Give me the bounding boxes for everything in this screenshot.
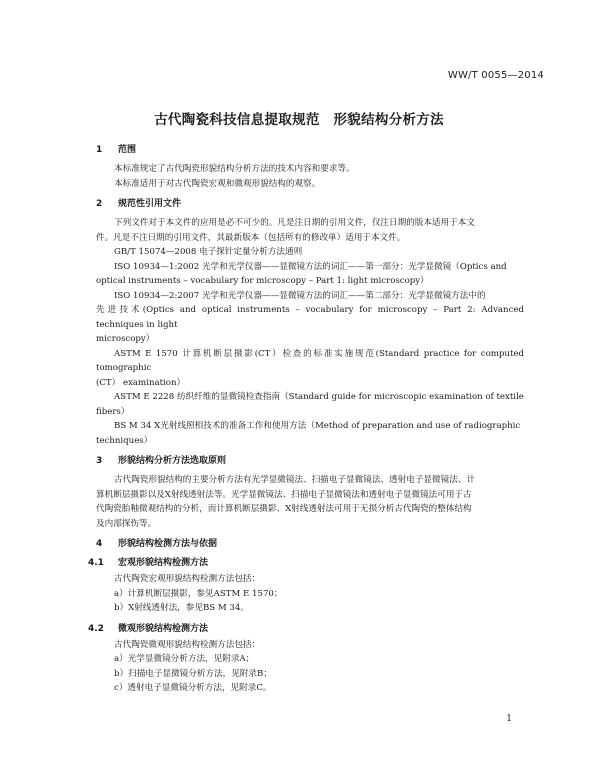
paragraph: 古代陶瓷宏观形貌结构检测方法包括： xyxy=(114,574,261,584)
subsection-4-2-heading xyxy=(88,622,524,636)
paragraph-cont: 代陶瓷胎釉微观结构的分析，而计算机断层摄影、X射线透射法可用于无损分析古代陶瓷的整体结构 xyxy=(96,504,472,514)
section-title: 形貌结构检测方法与依据 xyxy=(118,539,218,549)
paragraph-cont: 件。凡是不注日期的引用文件，其最新版本（包括所有的修改单）适用于本文件。 xyxy=(96,232,406,243)
section-2-heading xyxy=(96,197,524,211)
reference-item-cont: microscopy） xyxy=(96,334,155,344)
section-title: 范围 xyxy=(118,145,137,155)
section-1-body xyxy=(96,162,524,191)
section-1-heading xyxy=(96,143,524,157)
list-item: b）扫描电子显微镜分析方法，见附录B； xyxy=(114,668,272,679)
document-body xyxy=(88,143,524,702)
section-title: 形貌结构分析方法选取原则 xyxy=(118,456,227,466)
reference-item-cont: techniques） xyxy=(96,435,153,446)
subsection-4-1-body xyxy=(96,572,524,616)
subsection-number: 4.2 xyxy=(88,623,104,634)
reference-item-cont: optical instruments – vocabulary for microscopy – Part 1: light microscopy） xyxy=(96,276,429,286)
paragraph: 下列文件对于本文件的应用是必不可少的。凡是注日期的引用文件，仅注日期的版本适用于本文 xyxy=(114,218,475,228)
document-title: 古代陶瓷科技信息提取规范 形貌结构分析方法 xyxy=(154,112,444,128)
paragraph: 古代陶瓷形貌结构的主要分析方法有光学显微镜法、扫描电子显微镜法、透射电子显微镜法、计 xyxy=(114,475,475,485)
reference-item: ISO 10934—1:2002 光学和光学仪器——显微镜方法的词汇——第一部分：光学显微镜（Optics and xyxy=(114,261,507,272)
reference-item: ISO 10934—2:2007 光学和光学仪器——显微镜方法的词汇——第二部分：光学显微镜方法中的 xyxy=(114,290,486,301)
section-2-body xyxy=(96,216,524,448)
standard-code: WW/T 0055—2014 xyxy=(447,70,544,81)
section-number: 4 xyxy=(96,539,103,549)
paragraph-cont: 算机断层摄影以及X射线透射法等。光学显微镜法、扫描电子显微镜法和透射电子显微镜法可用于古 xyxy=(96,489,472,500)
reference-item-cont: fibers） xyxy=(96,406,130,417)
section-number: 3 xyxy=(96,456,103,466)
subsection-4-1-heading xyxy=(88,556,524,570)
section-number: 2 xyxy=(96,199,103,209)
reference-item-cont: (CT） examination） xyxy=(96,377,186,388)
paragraph: 本标准规定了古代陶瓷形貌结构分析方法的技术内容和要求等。 xyxy=(114,164,355,174)
section-3-body xyxy=(96,473,524,531)
section-4-heading xyxy=(96,537,524,551)
page-number: 1 xyxy=(506,714,512,724)
section-3-heading xyxy=(96,454,524,468)
reference-item: GB/T 15074—2008 电子探针定量分析方法通则 xyxy=(114,247,303,257)
reference-item: BS M 34 X光射线照相技术的准备工作和使用方法（Method of preparation and use of radiographic xyxy=(114,421,521,431)
list-item: c）透射电子显微镜分析方法，见附录C。 xyxy=(114,683,272,693)
list-item: a）光学显微镜分析方法，见附录A； xyxy=(114,654,255,664)
list-item: b）X射线透射法，参见BS M 34。 xyxy=(114,603,249,613)
list-item: a）计算机断层摄影，参见ASTM E 1570； xyxy=(114,588,283,599)
section-number: 1 xyxy=(96,145,103,155)
paragraph: 本标准适用于对古代陶瓷宏观和微观形貌结构的观察。 xyxy=(114,178,321,189)
paragraph: 古代陶瓷微观形貌结构检测方法包括： xyxy=(114,639,261,650)
section-title: 规范性引用文件 xyxy=(118,199,182,209)
subsection-title: 宏观形貌结构检测方法 xyxy=(118,558,209,568)
subsection-4-2-body xyxy=(96,638,524,696)
reference-item: ASTM E 1570 计算机断层摄影(CT）检查的标准实施规范(Standard practice for computed tomographic xyxy=(96,348,524,373)
reference-item-cont: 先进技术(Optics and optical instruments – vocabulary for microscopy – Part 2: Advanced techniques in light xyxy=(96,305,524,330)
reference-item: ASTM E 2228 纺织纤维的显微镜检查指南（Standard guide for microscopic examination of textile xyxy=(114,392,524,402)
paragraph-cont: 及内部探伤等。 xyxy=(96,518,157,529)
subsection-title: 微观形貌结构检测方法 xyxy=(118,623,209,634)
subsection-number: 4.1 xyxy=(88,558,104,568)
